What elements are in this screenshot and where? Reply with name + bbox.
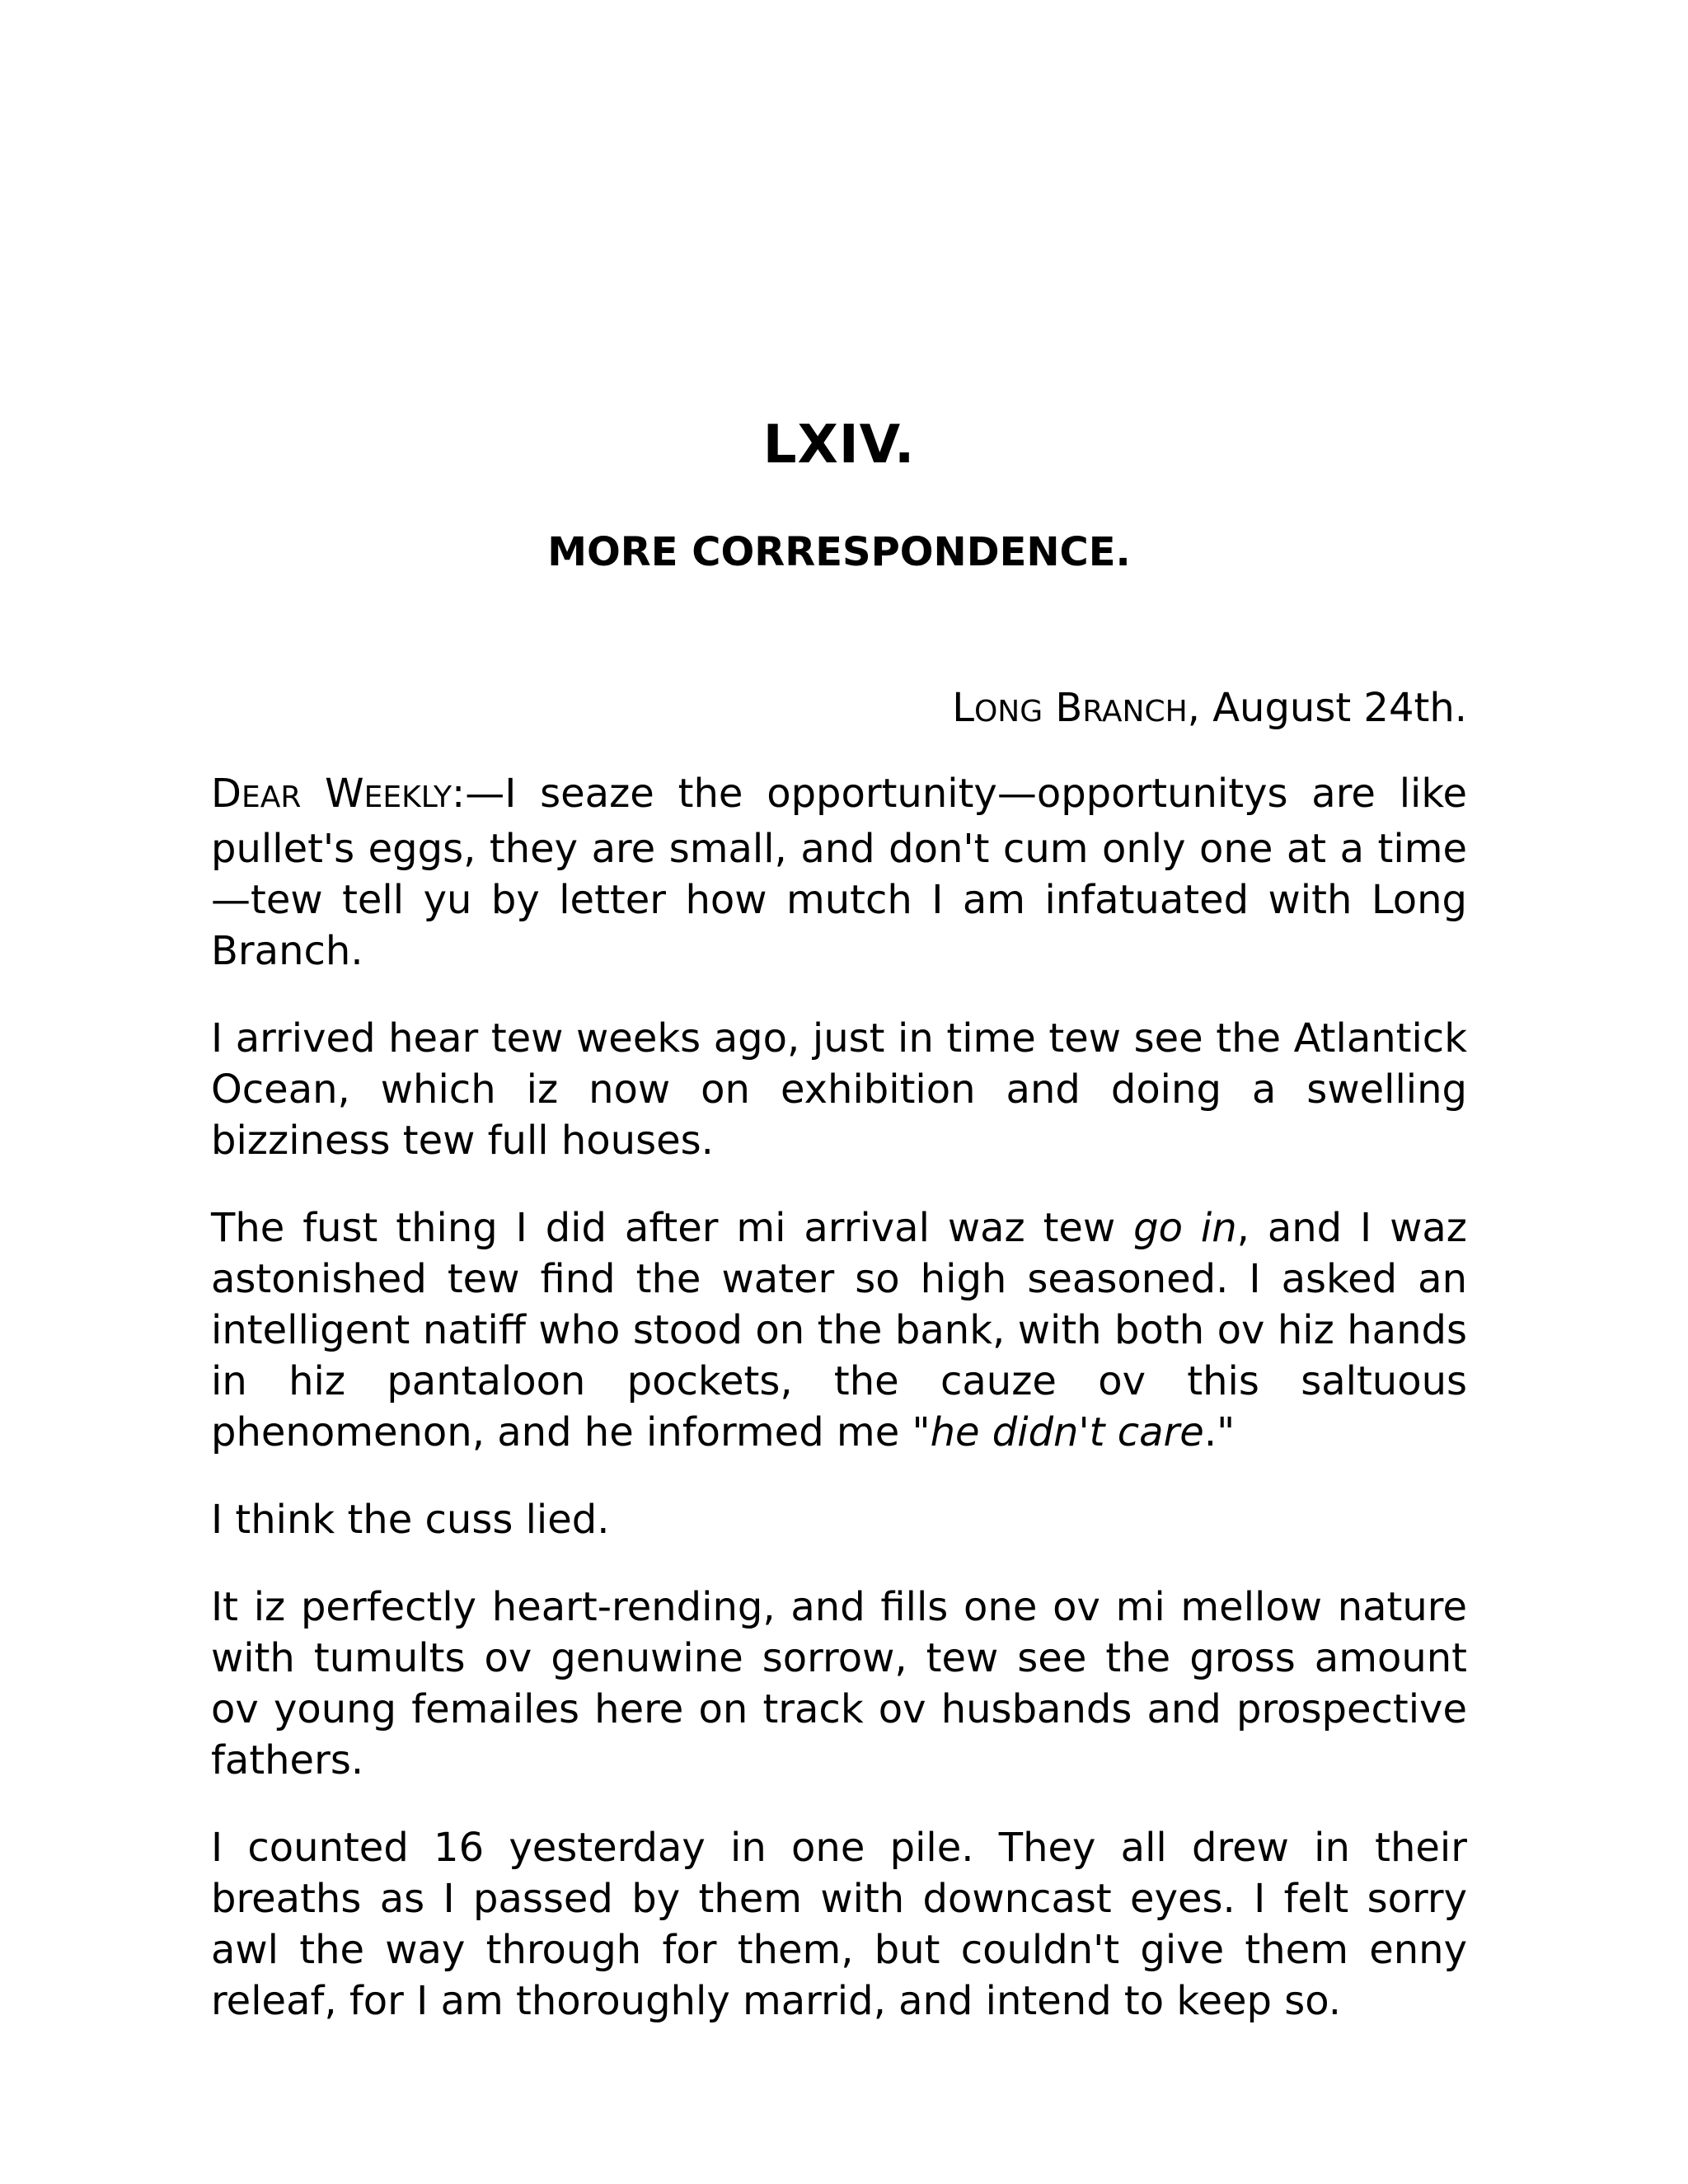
salutation-rest-2: EEKLY xyxy=(363,780,452,814)
paragraph-first-thing-emphasis-1: go in xyxy=(1133,1205,1237,1251)
dateline-date: , August 24th. xyxy=(1187,685,1467,731)
dateline-place-initial-1: L xyxy=(952,685,974,731)
paragraph-first-thing-part-a: The fust thing I did after mi arrival waz tew xyxy=(211,1205,1134,1251)
paragraph-arrival: I arrived hear tew weeks ago, just in time tew see the Atlantick Ocean, which iz now on exhibition and doing a swelling bizziness tew full houses. xyxy=(211,1015,1467,1164)
paragraph-first-thing-part-b: , and I waz astonished tew find the water so high seasoned. I asked an intelligent natiff who stood on the bank, with both ov hiz hands in hiz pantaloon pockets, the cauze ov this saltuous phenomenon, and he informed me " xyxy=(211,1205,1467,1455)
paragraph-heart-rending: It iz perfectly heart-rending, and fills one ov mi mellow nature with tumults ov genuwine sorrow, tew see the gross amount ov young femailes here on track ov husbands and prospective fathers. xyxy=(211,1584,1467,1783)
paragraph-salutation xyxy=(211,768,1467,977)
dateline xyxy=(211,682,1467,738)
salutation-rest-1: EAR xyxy=(241,780,302,814)
dateline-place-initial-2: B xyxy=(1055,685,1083,731)
paragraph-first-thing-part-c: ." xyxy=(1203,1409,1236,1455)
chapter-number: LXIV. xyxy=(762,415,916,476)
salutation-initial-2: W xyxy=(325,771,364,817)
dateline-place-rest-1: ONG xyxy=(973,695,1043,729)
paragraph-cuss-lied: I think the cuss lied. xyxy=(211,1497,610,1543)
salutation-text: :—I seaze the opportunity—opportunitys are like pullet's eggs, they are small, and don't cum only one at a time—tew tell yu by letter how mutch I am infatuated with Long Branch. xyxy=(211,771,1467,974)
dateline-place-rest-2: RANCH xyxy=(1082,695,1188,729)
paragraph-counted: I counted 16 yesterday in one pile. They all drew in their breaths as I passed by them with downcast eyes. I felt sorry awl the way through for them, but couldn't give them enny releaf, for I am thoroughly marrid, and intend to keep so. xyxy=(211,1825,1467,2024)
salutation-initial-1: D xyxy=(211,771,241,817)
paragraph-first-thing-emphasis-2: he didn't care xyxy=(930,1409,1204,1455)
paragraph-first-thing xyxy=(211,1202,1467,1458)
chapter-title: MORE CORRESPONDENCE. xyxy=(547,529,1131,575)
letter-body xyxy=(211,768,1467,2063)
